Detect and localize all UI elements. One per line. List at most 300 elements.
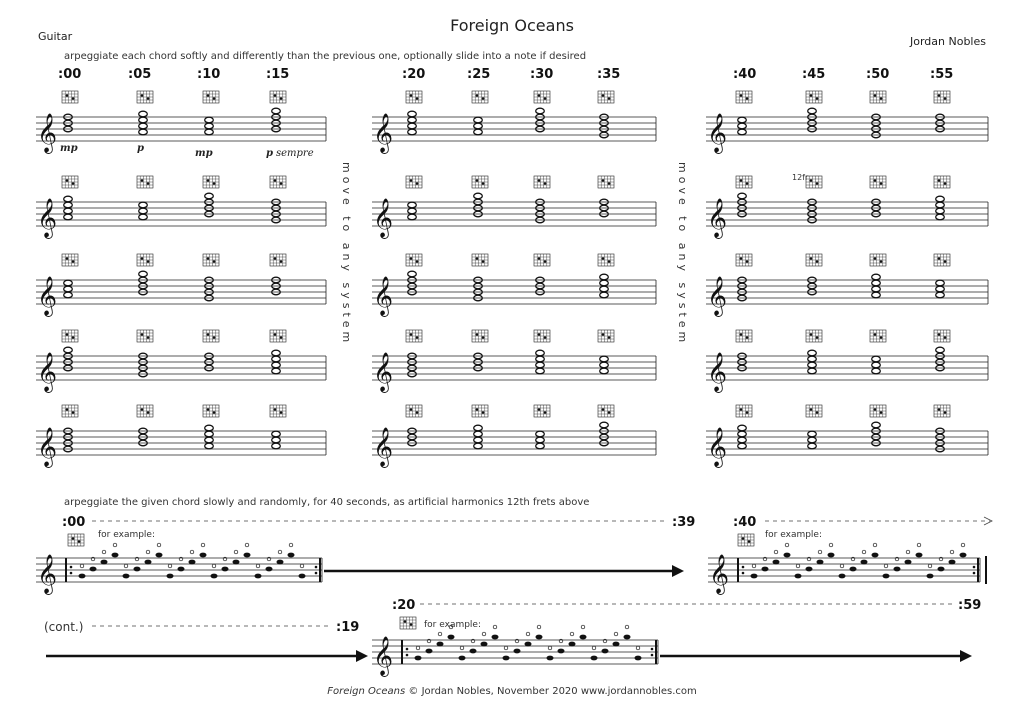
harmonic-note xyxy=(773,560,780,565)
harmonic-note xyxy=(189,560,196,565)
chord-diagram-dot xyxy=(602,179,605,182)
section1-instruction: arpeggiate each chord softly and differently than the previous one, optionally slide into a note if desired xyxy=(64,51,587,62)
harmonic-circle xyxy=(636,646,640,650)
chord-diagram-dot xyxy=(746,260,749,263)
chord-diagram-dot xyxy=(740,408,743,411)
harmonic-note xyxy=(762,567,769,572)
footer-work-title: Foreign Oceans xyxy=(327,686,406,697)
chord-diagram-dot xyxy=(874,333,877,336)
harmonic-note xyxy=(569,642,576,647)
harmonic-circle xyxy=(961,543,965,547)
chord-note xyxy=(474,123,483,129)
harmonic-circle xyxy=(873,543,877,547)
harmonic-note xyxy=(266,567,273,572)
treble-clef: 𝄞 xyxy=(37,352,58,392)
chord-diagram-dot xyxy=(602,408,605,411)
harmonic-circle xyxy=(906,550,910,554)
chord-diagram-dot xyxy=(538,179,541,182)
chord-note xyxy=(272,108,281,114)
chord-diagram-dot xyxy=(608,411,611,414)
harmonic-circle xyxy=(829,543,833,547)
harmonic-note xyxy=(288,553,295,558)
chord-note xyxy=(738,437,747,443)
harmonic-note xyxy=(470,649,477,654)
chord-note xyxy=(936,208,945,214)
treble-clef: 𝄞 xyxy=(373,427,394,467)
harmonic-note xyxy=(79,574,86,579)
dynamic-mark: mp xyxy=(60,143,78,154)
chord-diagram-dot xyxy=(874,408,877,411)
chord-diagram-dot xyxy=(416,260,419,263)
chord-diagram-dot xyxy=(482,182,485,185)
chord-diagram-dot xyxy=(810,94,813,97)
repeat-dot xyxy=(742,572,745,575)
chord-note xyxy=(408,123,417,129)
harmonic-note xyxy=(244,553,251,558)
chord-note xyxy=(872,422,881,428)
harmonic-note xyxy=(514,649,521,654)
chord-note xyxy=(408,208,417,214)
chord-diagram-dot xyxy=(880,260,883,263)
harmonic-note xyxy=(635,656,642,661)
chord-note xyxy=(872,280,881,286)
chord-note xyxy=(808,431,817,437)
chord-diagram-dot xyxy=(66,179,69,182)
chord-diagram-dot xyxy=(410,333,413,336)
harmonic-circle xyxy=(201,543,205,547)
for-example-label: for example: xyxy=(424,620,482,630)
chord-note xyxy=(205,425,214,431)
chord-diagram-dot xyxy=(213,336,216,339)
harmonic-circle xyxy=(256,564,260,568)
harmonic-circle xyxy=(190,550,194,554)
harmonic-note xyxy=(112,553,119,558)
harmonic-note xyxy=(949,560,956,565)
repeat-dot xyxy=(315,572,318,575)
treble-clef: 𝄞 xyxy=(373,198,394,238)
harmonic-circle xyxy=(950,550,954,554)
chord-diagram-dot xyxy=(207,333,210,336)
chord-diagram-dot xyxy=(608,336,611,339)
time-label: :59 xyxy=(958,598,982,613)
harmonic-note xyxy=(861,560,868,565)
treble-clef: 𝄞 xyxy=(707,198,728,238)
chord-diagram-dot xyxy=(810,179,813,182)
chord-diagram-dot xyxy=(938,408,941,411)
chord-note xyxy=(474,425,483,431)
harmonic-circle xyxy=(493,625,497,629)
harmonic-note xyxy=(872,553,879,558)
chord-diagram-dot xyxy=(66,257,69,260)
chord-diagram-dot xyxy=(410,408,413,411)
harmonic-note xyxy=(817,560,824,565)
chord-note xyxy=(872,274,881,280)
chord-note xyxy=(600,274,609,280)
dynamic-mark: mp xyxy=(195,148,213,159)
footer-copyright: © Jordan Nobles, November 2020 www.jordannobles.com xyxy=(408,686,697,697)
chord-note xyxy=(139,123,148,129)
harmonic-circle xyxy=(449,625,453,629)
time-label: :39 xyxy=(672,515,696,530)
harmonic-circle xyxy=(548,646,552,650)
chord-diagram-dot xyxy=(141,333,144,336)
chord-note xyxy=(139,208,148,214)
chord-diagram-dot xyxy=(274,257,277,260)
chord-diagram-dot xyxy=(746,97,749,100)
time-label: :50 xyxy=(866,67,890,82)
chord-diagram-dot xyxy=(274,333,277,336)
chord-diagram-dot xyxy=(880,336,883,339)
chord-note xyxy=(64,208,73,214)
chord-note xyxy=(536,437,545,443)
harmonic-circle xyxy=(234,550,238,554)
harmonic-circle xyxy=(124,564,128,568)
chord-diagram-dot xyxy=(544,97,547,100)
chord-note xyxy=(272,362,281,368)
chord-diagram-dot xyxy=(602,333,605,336)
chord-diagram-dot xyxy=(746,411,749,414)
chord-diagram-dot xyxy=(740,179,743,182)
harmonic-circle xyxy=(300,564,304,568)
treble-clef: 𝄞 xyxy=(373,352,394,392)
chord-note xyxy=(408,202,417,208)
harmonic-note xyxy=(481,642,488,647)
harmonic-circle xyxy=(438,632,442,636)
chord-note xyxy=(474,437,483,443)
chord-note xyxy=(600,292,609,298)
chord-note xyxy=(408,271,417,277)
time-label: :20 xyxy=(392,598,416,613)
chord-diagram-dot xyxy=(608,260,611,263)
chord-note xyxy=(738,123,747,129)
chord-note xyxy=(738,129,747,135)
harmonic-note xyxy=(167,574,174,579)
chord-diagram-dot xyxy=(416,182,419,185)
chord-note xyxy=(936,202,945,208)
chord-note xyxy=(205,437,214,443)
harmonic-note xyxy=(426,649,433,654)
page-title: Foreign Oceans xyxy=(450,16,574,35)
chord-diagram-dot xyxy=(280,336,283,339)
chord-note xyxy=(536,362,545,368)
duration-arrowhead xyxy=(356,650,368,662)
chord-note xyxy=(872,368,881,374)
chord-diagram-dot xyxy=(810,257,813,260)
harmonic-circle xyxy=(752,564,756,568)
repeat-dot xyxy=(70,566,73,569)
chord-diagram-dot xyxy=(944,97,947,100)
chord-note xyxy=(936,280,945,286)
chord-diagram-dot xyxy=(410,94,413,97)
fret-label: 12fr xyxy=(792,173,809,182)
chord-note xyxy=(808,108,817,114)
chord-diagram-dot xyxy=(213,260,216,263)
chord-diagram-dot xyxy=(476,257,479,260)
dynamic-mark: p xyxy=(266,148,273,159)
harmonic-note xyxy=(591,656,598,661)
chord-diagram-dot xyxy=(147,97,150,100)
chord-diagram-dot xyxy=(72,537,75,540)
chord-diagram-dot xyxy=(608,97,611,100)
harmonic-note xyxy=(839,574,846,579)
chord-note xyxy=(808,437,817,443)
chord-note xyxy=(205,193,214,199)
harmonic-circle xyxy=(460,646,464,650)
chord-diagram-dot xyxy=(602,94,605,97)
chord-diagram-dot xyxy=(207,94,210,97)
chord-note xyxy=(272,431,281,437)
harmonic-note xyxy=(905,560,912,565)
harmonic-note xyxy=(751,574,758,579)
harmonic-note xyxy=(795,574,802,579)
repeat-dot xyxy=(973,572,976,575)
treble-clef: 𝄞 xyxy=(707,113,728,153)
chord-diagram-dot xyxy=(207,179,210,182)
treble-clef: 𝄞 xyxy=(37,113,58,153)
treble-clef: 𝄞 xyxy=(709,554,730,594)
chord-note xyxy=(272,437,281,443)
harmonic-circle xyxy=(625,625,629,629)
harmonic-note xyxy=(624,635,631,640)
harmonic-note xyxy=(613,642,620,647)
harmonic-note xyxy=(916,553,923,558)
chord-diagram-dot xyxy=(482,336,485,339)
harmonic-circle xyxy=(80,564,84,568)
chord-note xyxy=(474,443,483,449)
chord-diagram-dot xyxy=(816,411,819,414)
chord-diagram-dot xyxy=(742,537,745,540)
harmonic-note xyxy=(927,574,934,579)
time-label: :19 xyxy=(336,620,360,635)
sempre-mark: sempre xyxy=(276,148,314,159)
chord-note xyxy=(808,443,817,449)
harmonic-note xyxy=(448,635,455,640)
chord-diagram-dot xyxy=(274,179,277,182)
harmonic-circle xyxy=(614,632,618,636)
repeat-dot xyxy=(406,648,409,651)
chord-diagram-dot xyxy=(746,182,749,185)
chord-diagram-dot xyxy=(72,182,75,185)
chord-diagram-dot xyxy=(72,411,75,414)
chord-diagram-dot xyxy=(740,257,743,260)
chord-diagram-dot xyxy=(816,336,819,339)
chord-note xyxy=(936,292,945,298)
chord-note xyxy=(536,368,545,374)
harmonic-note xyxy=(784,553,791,558)
chord-note xyxy=(64,347,73,353)
harmonic-note xyxy=(156,553,163,558)
chord-diagram-dot xyxy=(476,333,479,336)
harmonic-circle xyxy=(785,543,789,547)
chord-note xyxy=(808,368,817,374)
chord-note xyxy=(536,431,545,437)
chord-diagram-dot xyxy=(938,333,941,336)
harmonic-note xyxy=(536,635,543,640)
harmonic-note xyxy=(211,574,218,579)
chord-note xyxy=(600,280,609,286)
harmonic-note xyxy=(492,635,499,640)
chord-note xyxy=(872,286,881,292)
time-label: :55 xyxy=(930,67,954,82)
chord-diagram-dot xyxy=(274,94,277,97)
chord-note xyxy=(474,193,483,199)
chord-diagram-dot xyxy=(938,94,941,97)
chord-diagram-dot xyxy=(482,97,485,100)
chord-note xyxy=(64,196,73,202)
harmonic-circle xyxy=(796,564,800,568)
duration-arrowhead xyxy=(672,565,684,577)
harmonic-note xyxy=(547,656,554,661)
treble-clef: 𝄞 xyxy=(37,276,58,316)
harmonic-note xyxy=(415,656,422,661)
chord-diagram-dot xyxy=(66,94,69,97)
chord-diagram-dot xyxy=(410,179,413,182)
time-label: :15 xyxy=(266,67,290,82)
harmonic-note xyxy=(299,574,306,579)
repeat-dot xyxy=(70,572,73,575)
harmonic-circle xyxy=(146,550,150,554)
chord-diagram-dot xyxy=(416,411,419,414)
chord-note xyxy=(872,362,881,368)
composer-label: Jordan Nobles xyxy=(910,35,986,48)
harmonic-note xyxy=(883,574,890,579)
treble-clef: 𝄞 xyxy=(37,198,58,238)
chord-note xyxy=(408,111,417,117)
harmonic-circle xyxy=(157,543,161,547)
chord-diagram-dot xyxy=(410,623,413,626)
chord-diagram-dot xyxy=(147,260,150,263)
chord-diagram-dot xyxy=(72,97,75,100)
harmonic-circle xyxy=(416,646,420,650)
chord-note xyxy=(536,108,545,114)
chord-note xyxy=(139,129,148,135)
time-label: :05 xyxy=(128,67,152,82)
repeat-dot xyxy=(973,566,976,569)
chord-diagram-dot xyxy=(66,333,69,336)
cont-label: (cont.) xyxy=(44,620,84,634)
chord-diagram-dot xyxy=(416,97,419,100)
chord-note xyxy=(738,425,747,431)
time-label: :30 xyxy=(530,67,554,82)
chord-note xyxy=(936,214,945,220)
chord-diagram-dot xyxy=(147,182,150,185)
harmonic-circle xyxy=(245,543,249,547)
harmonic-circle xyxy=(504,646,508,650)
chord-note xyxy=(536,443,545,449)
treble-clef: 𝄞 xyxy=(707,352,728,392)
chord-note xyxy=(139,202,148,208)
chord-diagram-dot xyxy=(602,257,605,260)
time-label: :35 xyxy=(597,67,621,82)
chord-note xyxy=(474,431,483,437)
chord-diagram-dot xyxy=(280,260,283,263)
harmonic-circle xyxy=(537,625,541,629)
harmonic-note xyxy=(850,567,857,572)
chord-note xyxy=(64,292,73,298)
harmonic-circle xyxy=(581,625,585,629)
chord-diagram-dot xyxy=(938,257,941,260)
harmonic-note xyxy=(200,553,207,558)
harmonic-note xyxy=(437,642,444,647)
harmonic-note xyxy=(123,574,130,579)
chord-diagram-dot xyxy=(740,94,743,97)
chord-note xyxy=(536,350,545,356)
chord-note xyxy=(408,117,417,123)
chord-diagram-dot xyxy=(544,260,547,263)
chord-diagram-dot xyxy=(538,333,541,336)
chord-note xyxy=(936,286,945,292)
harmonic-note xyxy=(525,642,532,647)
harmonic-note xyxy=(101,560,108,565)
chord-note xyxy=(600,368,609,374)
time-label: :00 xyxy=(58,67,82,82)
chord-diagram-dot xyxy=(816,182,819,185)
chord-diagram-dot xyxy=(147,336,150,339)
chord-diagram-dot xyxy=(544,182,547,185)
harmonic-circle xyxy=(862,550,866,554)
chord-diagram-dot xyxy=(874,179,877,182)
harmonic-circle xyxy=(482,632,486,636)
chord-note xyxy=(600,286,609,292)
harmonic-note xyxy=(145,560,152,565)
harmonic-note xyxy=(960,553,967,558)
chord-diagram-dot xyxy=(538,408,541,411)
duration-arrowhead xyxy=(960,650,972,662)
chord-note xyxy=(738,117,747,123)
chord-diagram-dot xyxy=(280,97,283,100)
harmonic-circle xyxy=(289,543,293,547)
chord-diagram-dot xyxy=(213,97,216,100)
chord-note xyxy=(600,422,609,428)
harmonic-circle xyxy=(570,632,574,636)
chord-note xyxy=(936,347,945,353)
dynamic-mark: p xyxy=(137,143,144,154)
chord-note xyxy=(738,193,747,199)
harmonic-note xyxy=(806,567,813,572)
chord-note xyxy=(139,111,148,117)
chord-diagram-dot xyxy=(538,257,541,260)
chord-diagram-dot xyxy=(274,408,277,411)
instrument-label: Guitar xyxy=(38,30,73,43)
harmonic-note xyxy=(894,567,901,572)
chord-diagram-dot xyxy=(880,411,883,414)
harmonic-note xyxy=(580,635,587,640)
chord-diagram-dot xyxy=(816,260,819,263)
chord-diagram-dot xyxy=(78,540,81,543)
harmonic-circle xyxy=(840,564,844,568)
chord-diagram-dot xyxy=(72,336,75,339)
chord-note xyxy=(64,214,73,220)
chord-diagram-dot xyxy=(874,94,877,97)
chord-note xyxy=(205,443,214,449)
chord-note xyxy=(536,356,545,362)
chord-note xyxy=(272,368,281,374)
time-label: :40 xyxy=(733,67,757,82)
chord-diagram-dot xyxy=(482,411,485,414)
for-example-label: for example: xyxy=(98,530,156,540)
chord-diagram-dot xyxy=(544,336,547,339)
chord-note xyxy=(600,356,609,362)
chord-note xyxy=(936,196,945,202)
move-to-any-system-text: move to any system xyxy=(340,162,353,347)
repeat-dot xyxy=(742,566,745,569)
harmonic-circle xyxy=(884,564,888,568)
harmonic-circle xyxy=(278,550,282,554)
chord-diagram-dot xyxy=(66,408,69,411)
chord-note xyxy=(205,431,214,437)
chord-note xyxy=(408,214,417,220)
chord-note xyxy=(139,117,148,123)
